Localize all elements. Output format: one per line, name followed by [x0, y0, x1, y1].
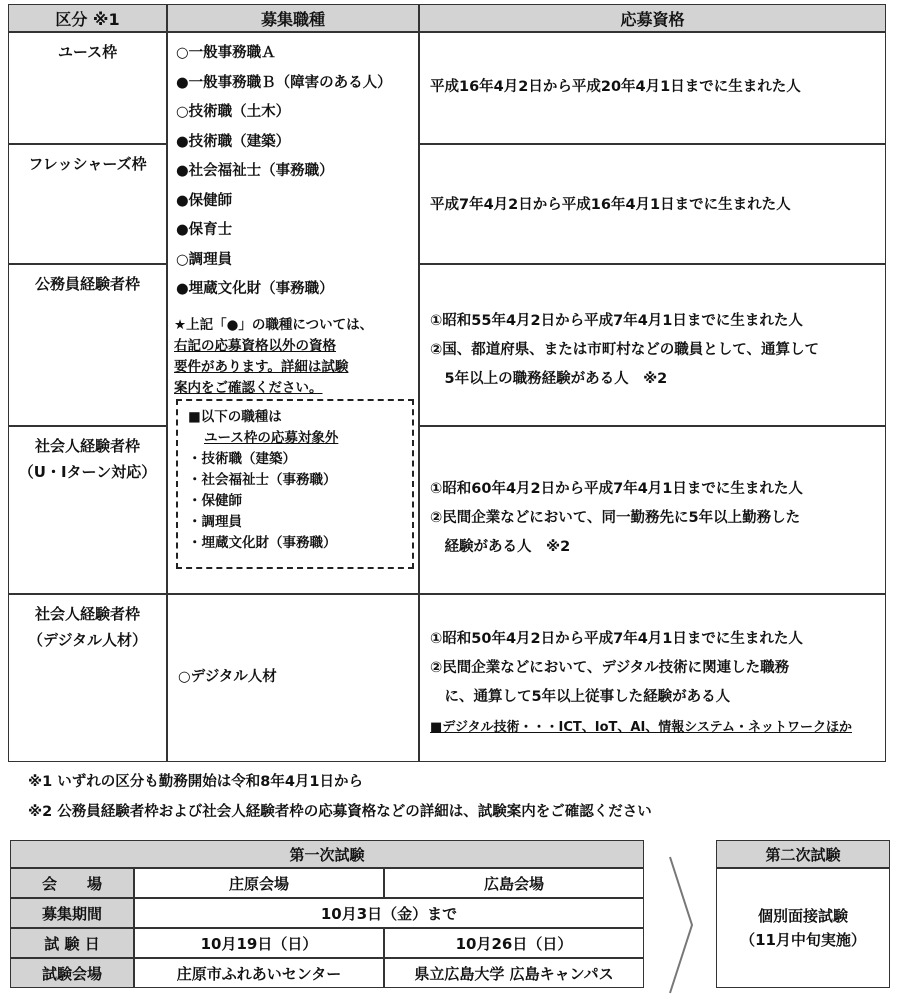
qual-worker-ui-line: ②民間企業などにおいて、同一勤務先に5年以上勤務した [430, 510, 801, 526]
venue-label: 会 場 [10, 868, 134, 898]
category-civil [8, 264, 167, 426]
job-item: ●一般事務職Ｂ（障害のある人） [176, 74, 392, 91]
qual-freshers [419, 144, 886, 264]
category-youth [8, 32, 167, 144]
category-civil-label: 公務員経験者枠 [34, 275, 140, 293]
period-label: 募集期間 [10, 898, 134, 928]
footnote-1: ※1 いずれの区分も勤務開始は令和8年4月1日から [28, 774, 363, 790]
qual-civil-line: ②国、都道府県、または市町村などの職員として、通算して [430, 342, 819, 358]
job-item: ○調理員 [176, 251, 233, 268]
qual-youth-text: 平成16年4月2日から平成20年4月1日までに生まれた人 [430, 79, 801, 95]
category-freshers-label: フレッシャーズ枠 [28, 155, 147, 173]
date-shobara: 10月19日（日） [134, 928, 384, 958]
qual-worker-ui [419, 426, 886, 594]
qual-civil-line: 5年以上の職務経験がある人 ※2 [430, 371, 668, 387]
job-item: ○一般事務職Ａ [176, 45, 276, 61]
date-hiroshima: 10月26日（日） [384, 928, 644, 958]
qual-youth [419, 32, 886, 144]
star-note-line: 要件があります。詳細は試験 [174, 359, 349, 375]
category-worker-digital-sub: （デジタル人材） [27, 631, 148, 649]
category-worker-digital [8, 594, 167, 762]
footnote-2: ※2 公務員経験者枠および社会人経験者枠の応募資格などの詳細は、試験案内をご確認ください [28, 804, 652, 820]
digital-job-cell [167, 594, 419, 762]
star-note-line: ★上記「●」の職種については、 [174, 317, 374, 333]
jobs-cell [167, 32, 419, 594]
excluded-item: ・調理員 [188, 514, 242, 530]
excluded-jobs-box [176, 399, 414, 569]
category-youth-label: ユース枠 [57, 43, 118, 61]
category-worker-ui-sub: （U・Iターン対応） [18, 463, 157, 481]
chevron-right-icon [666, 855, 696, 995]
job-item: ○技術職（土木） [176, 104, 291, 120]
job-item: ●保育士 [176, 222, 233, 238]
digital-definition-note: ■デジタル技術・・・ICT、IoT、AI、情報システム・ネットワークほか [430, 720, 852, 735]
star-note-line: 案内をご確認ください。 [174, 380, 323, 396]
qual-freshers-text: 平成7年4月2日から平成16年4月1日までに生まれた人 [430, 197, 791, 213]
qual-civil-line: ①昭和55年4月2日から平成7年4月1日までに生まれた人 [430, 313, 803, 329]
category-freshers [8, 144, 167, 264]
qual-worker-ui-line: ①昭和60年4月2日から平成7年4月1日までに生まれた人 [430, 481, 803, 497]
category-worker-ui [8, 426, 167, 594]
place-label: 試験会場 [10, 958, 134, 988]
excluded-subtitle: ユース枠の応募対象外 [204, 430, 339, 446]
excluded-item: ・社会福祉士（事務職） [188, 472, 337, 488]
second-exam-header: 第二次試験 [716, 840, 890, 868]
place-shobara: 庄原市ふれあいセンター [134, 958, 384, 988]
star-note-line: 右記の応募資格以外の資格 [174, 338, 336, 354]
digital-job: ○デジタル人材 [178, 669, 277, 685]
period-value: 10月3日（金）まで [134, 898, 644, 928]
excluded-item: ・埋蔵文化財（事務職） [188, 535, 337, 551]
qual-worker-digital-line: に、通算して5年以上従事した経験がある人 [430, 689, 731, 705]
place-hiroshima: 県立広島大学 広島キャンパス [384, 958, 644, 988]
excluded-item: ・保健師 [188, 493, 242, 509]
job-item: ●社会福祉士（事務職） [176, 163, 334, 179]
header-category: 区分 ※1 [8, 4, 167, 32]
header-qualification: 応募資格 [419, 4, 886, 32]
second-exam-line: （11月中旬実施） [740, 931, 866, 949]
job-item: ●埋蔵文化財（事務職） [176, 281, 334, 297]
excluded-title: ■以下の職種は [188, 409, 282, 425]
second-exam-body [716, 868, 890, 988]
job-list [176, 39, 392, 305]
qual-worker-digital-line: ②民間企業などにおいて、デジタル技術に関連した職務 [430, 660, 790, 676]
qual-worker-digital [419, 594, 886, 762]
header-jobs: 募集職種 [167, 4, 419, 32]
star-note [174, 315, 414, 399]
excluded-item: ・技術職（建築） [188, 451, 296, 467]
second-exam-line: 個別面接試験 [757, 907, 848, 925]
venue-hiroshima: 広島会場 [384, 868, 644, 898]
date-label: 試 験 日 [10, 928, 134, 958]
venue-shobara: 庄原会場 [134, 868, 384, 898]
qual-worker-ui-line: 経験がある人 ※2 [430, 539, 571, 555]
qual-civil [419, 264, 886, 426]
first-exam-header: 第一次試験 [10, 840, 644, 868]
category-worker-digital-label: 社会人経験者枠 [34, 605, 140, 623]
qual-worker-digital-line: ①昭和50年4月2日から平成7年4月1日までに生まれた人 [430, 631, 803, 647]
job-item: ●技術職（建築） [176, 133, 291, 150]
job-item: ●保健師 [176, 192, 233, 209]
category-worker-ui-label: 社会人経験者枠 [34, 437, 140, 455]
